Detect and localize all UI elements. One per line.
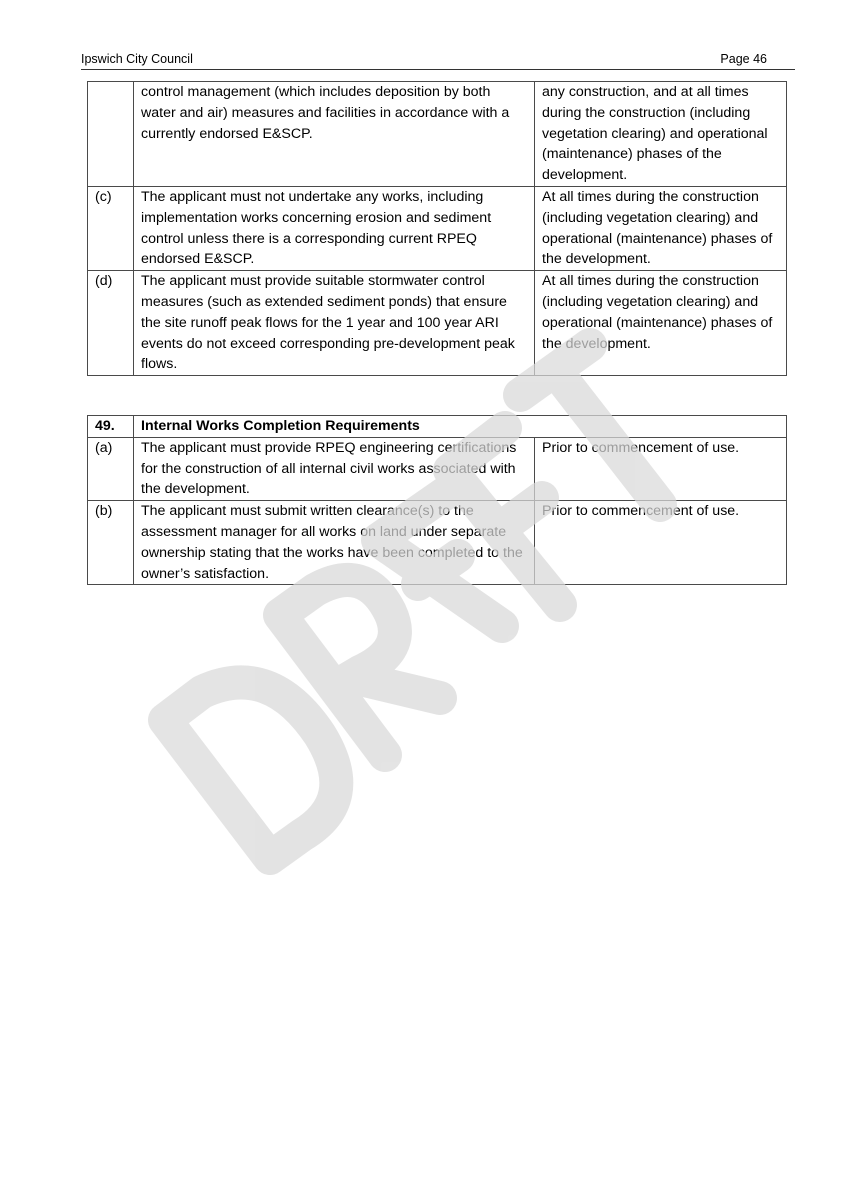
header-organisation: Ipswich City Council [81, 52, 193, 66]
timing-cell: any construction, and at all times during the construction (including vegetation clearing) and operational (maintenance) phases of the development. [535, 82, 787, 187]
timing-cell: Prior to commencement of use. [535, 437, 787, 500]
timing-cell: At all times during the construction (including vegetation clearing) and operational (maintenance) phases of the development. [535, 271, 787, 376]
row-number [88, 82, 134, 187]
table-row [88, 271, 787, 376]
condition-title: Internal Works Completion Requirements [134, 416, 787, 438]
table-row [88, 186, 787, 270]
conditions-table-continued [87, 81, 787, 376]
requirement-cell: control management (which includes deposition by both water and air) measures and facilities in accordance with a currently endorsed E&SCP. [134, 82, 535, 187]
requirement-cell: The applicant must not undertake any works, including implementation works concerning erosion and sediment control unless there is a corresponding current RPEQ endorsed E&SCP. [134, 186, 535, 270]
watermark-letter-d [165, 682, 336, 858]
internal-works-table [87, 415, 787, 585]
timing-cell: At all times during the construction (including vegetation clearing) and operational (maintenance) phases of the development. [535, 186, 787, 270]
page-header [81, 51, 795, 70]
requirement-cell: The applicant must provide suitable stormwater control measures (such as extended sediment ponds) that ensure the site runoff peak flows for the 1 year and 100 year ARI events do not exceed corresponding pre-development peak flows. [134, 271, 535, 376]
condition-number: 49. [88, 416, 134, 438]
table-row [88, 437, 787, 500]
draft-watermark [120, 300, 680, 900]
table-row [88, 82, 787, 187]
row-number: (c) [88, 186, 134, 270]
requirement-cell: The applicant must provide RPEQ engineering certifications for the construction of all internal civil works associated with the development. [134, 437, 535, 500]
watermark-letter-r [280, 580, 440, 755]
table-row [88, 501, 787, 585]
row-number: (a) [88, 437, 134, 500]
timing-cell: Prior to commencement of use. [535, 501, 787, 585]
row-number: (b) [88, 501, 134, 585]
requirement-cell: The applicant must submit written clearance(s) to the assessment manager for all works on land under separate ownership stating that the works have been completed to the owner’s satisfaction. [134, 501, 535, 585]
header-page-number: Page 46 [720, 52, 767, 66]
table-title-row [88, 416, 787, 438]
row-number: (d) [88, 271, 134, 376]
